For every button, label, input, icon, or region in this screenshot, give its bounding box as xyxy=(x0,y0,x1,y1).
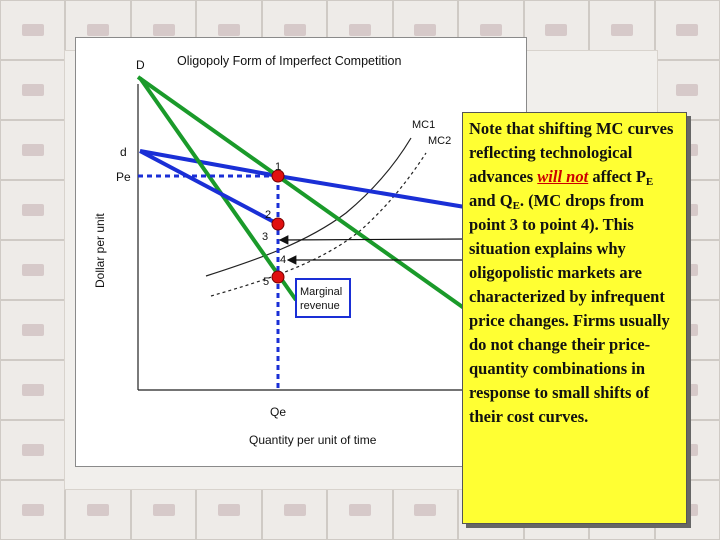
board-cell-chip xyxy=(676,84,698,96)
board-cell-chip xyxy=(414,24,436,36)
board-cell-chip xyxy=(22,444,44,456)
board-cell-chip xyxy=(22,384,44,396)
demand-curve-D xyxy=(138,77,471,313)
note-emphasis: will not xyxy=(537,167,589,186)
mr-label-line2: revenue xyxy=(300,300,340,312)
board-cell-chip xyxy=(284,24,306,36)
board-cell-chip xyxy=(87,504,109,516)
mc1-curve xyxy=(206,138,411,276)
mc2-label: MC2 xyxy=(428,135,452,147)
board-cell-chip xyxy=(676,24,698,36)
board-cell-chip xyxy=(414,504,436,516)
board-cell-chip xyxy=(22,24,44,36)
arrow-to-point-3 xyxy=(280,239,466,240)
board-cell-chip xyxy=(349,24,371,36)
board-cell-chip xyxy=(22,144,44,156)
point-label-2: 2 xyxy=(265,209,272,221)
note-sub-e2: E xyxy=(512,200,520,212)
board-cell-chip xyxy=(349,504,371,516)
board-cell xyxy=(0,120,65,180)
mc1-label: MC1 xyxy=(412,119,436,131)
demand-curve-d-flat xyxy=(278,176,471,208)
board-cell-chip xyxy=(153,504,175,516)
label-pe: Pe xyxy=(116,170,131,184)
point-label-1: 1 xyxy=(275,161,282,173)
board-cell xyxy=(0,420,65,480)
point-label-5: 5 xyxy=(263,276,270,288)
board-cell-chip xyxy=(87,24,109,36)
board-cell-chip xyxy=(22,264,44,276)
point-label-3: 3 xyxy=(262,231,269,243)
note-intro: Note that shifting MC curves reflecting technological advances xyxy=(469,119,674,186)
board-cell xyxy=(0,480,65,540)
marginal-revenue-curve xyxy=(140,78,296,300)
board-cell xyxy=(0,180,65,240)
x-axis-label: Quantity per unit of time xyxy=(249,433,377,447)
label-d: d xyxy=(120,145,127,159)
diagram-title: Oligopoly Form of Imperfect Competition xyxy=(177,54,402,68)
board-cell-chip xyxy=(22,204,44,216)
note-period: . xyxy=(519,191,525,210)
note-sub-e1: E xyxy=(645,176,654,188)
board-cell-chip xyxy=(153,24,175,36)
board-cell-chip xyxy=(22,324,44,336)
board-cell xyxy=(655,60,720,120)
board-cell-chip xyxy=(218,24,240,36)
point-label-4: 4 xyxy=(280,254,287,266)
note-body: This situation explains why oligopolistic markets are characterized by infrequent price changes. Firms usually do not change their price-quantity combinations in response to small shifts of their cost curves. xyxy=(469,215,670,426)
y-axis-label: Dollar per unit xyxy=(93,213,107,288)
board-cell xyxy=(0,240,65,300)
mr-label-line1: Marginal xyxy=(300,286,343,298)
board-cell xyxy=(0,300,65,360)
board-cell-chip xyxy=(218,504,240,516)
board-cell-chip xyxy=(545,24,567,36)
board-cell-chip xyxy=(22,504,44,516)
note-box xyxy=(462,112,687,524)
point-2 xyxy=(272,218,284,230)
board-cell xyxy=(0,60,65,120)
board-cell xyxy=(655,0,720,60)
board-cell-chip xyxy=(480,24,502,36)
board-cell-chip xyxy=(284,504,306,516)
diagram-svg xyxy=(76,38,526,466)
note-and-q: and Q xyxy=(469,191,513,210)
oligopoly-diagram xyxy=(75,37,527,467)
note-mc-drop: (MC drops from point 3 to point 4). xyxy=(469,191,644,234)
board-cell xyxy=(0,0,65,60)
board-cell-chip xyxy=(611,24,633,36)
point-5 xyxy=(272,271,284,283)
note-affect-p: affect P xyxy=(592,167,646,186)
board-cell xyxy=(0,360,65,420)
board-cell-chip xyxy=(22,84,44,96)
label-qe: Qe xyxy=(270,405,287,419)
label-D: D xyxy=(136,58,145,72)
